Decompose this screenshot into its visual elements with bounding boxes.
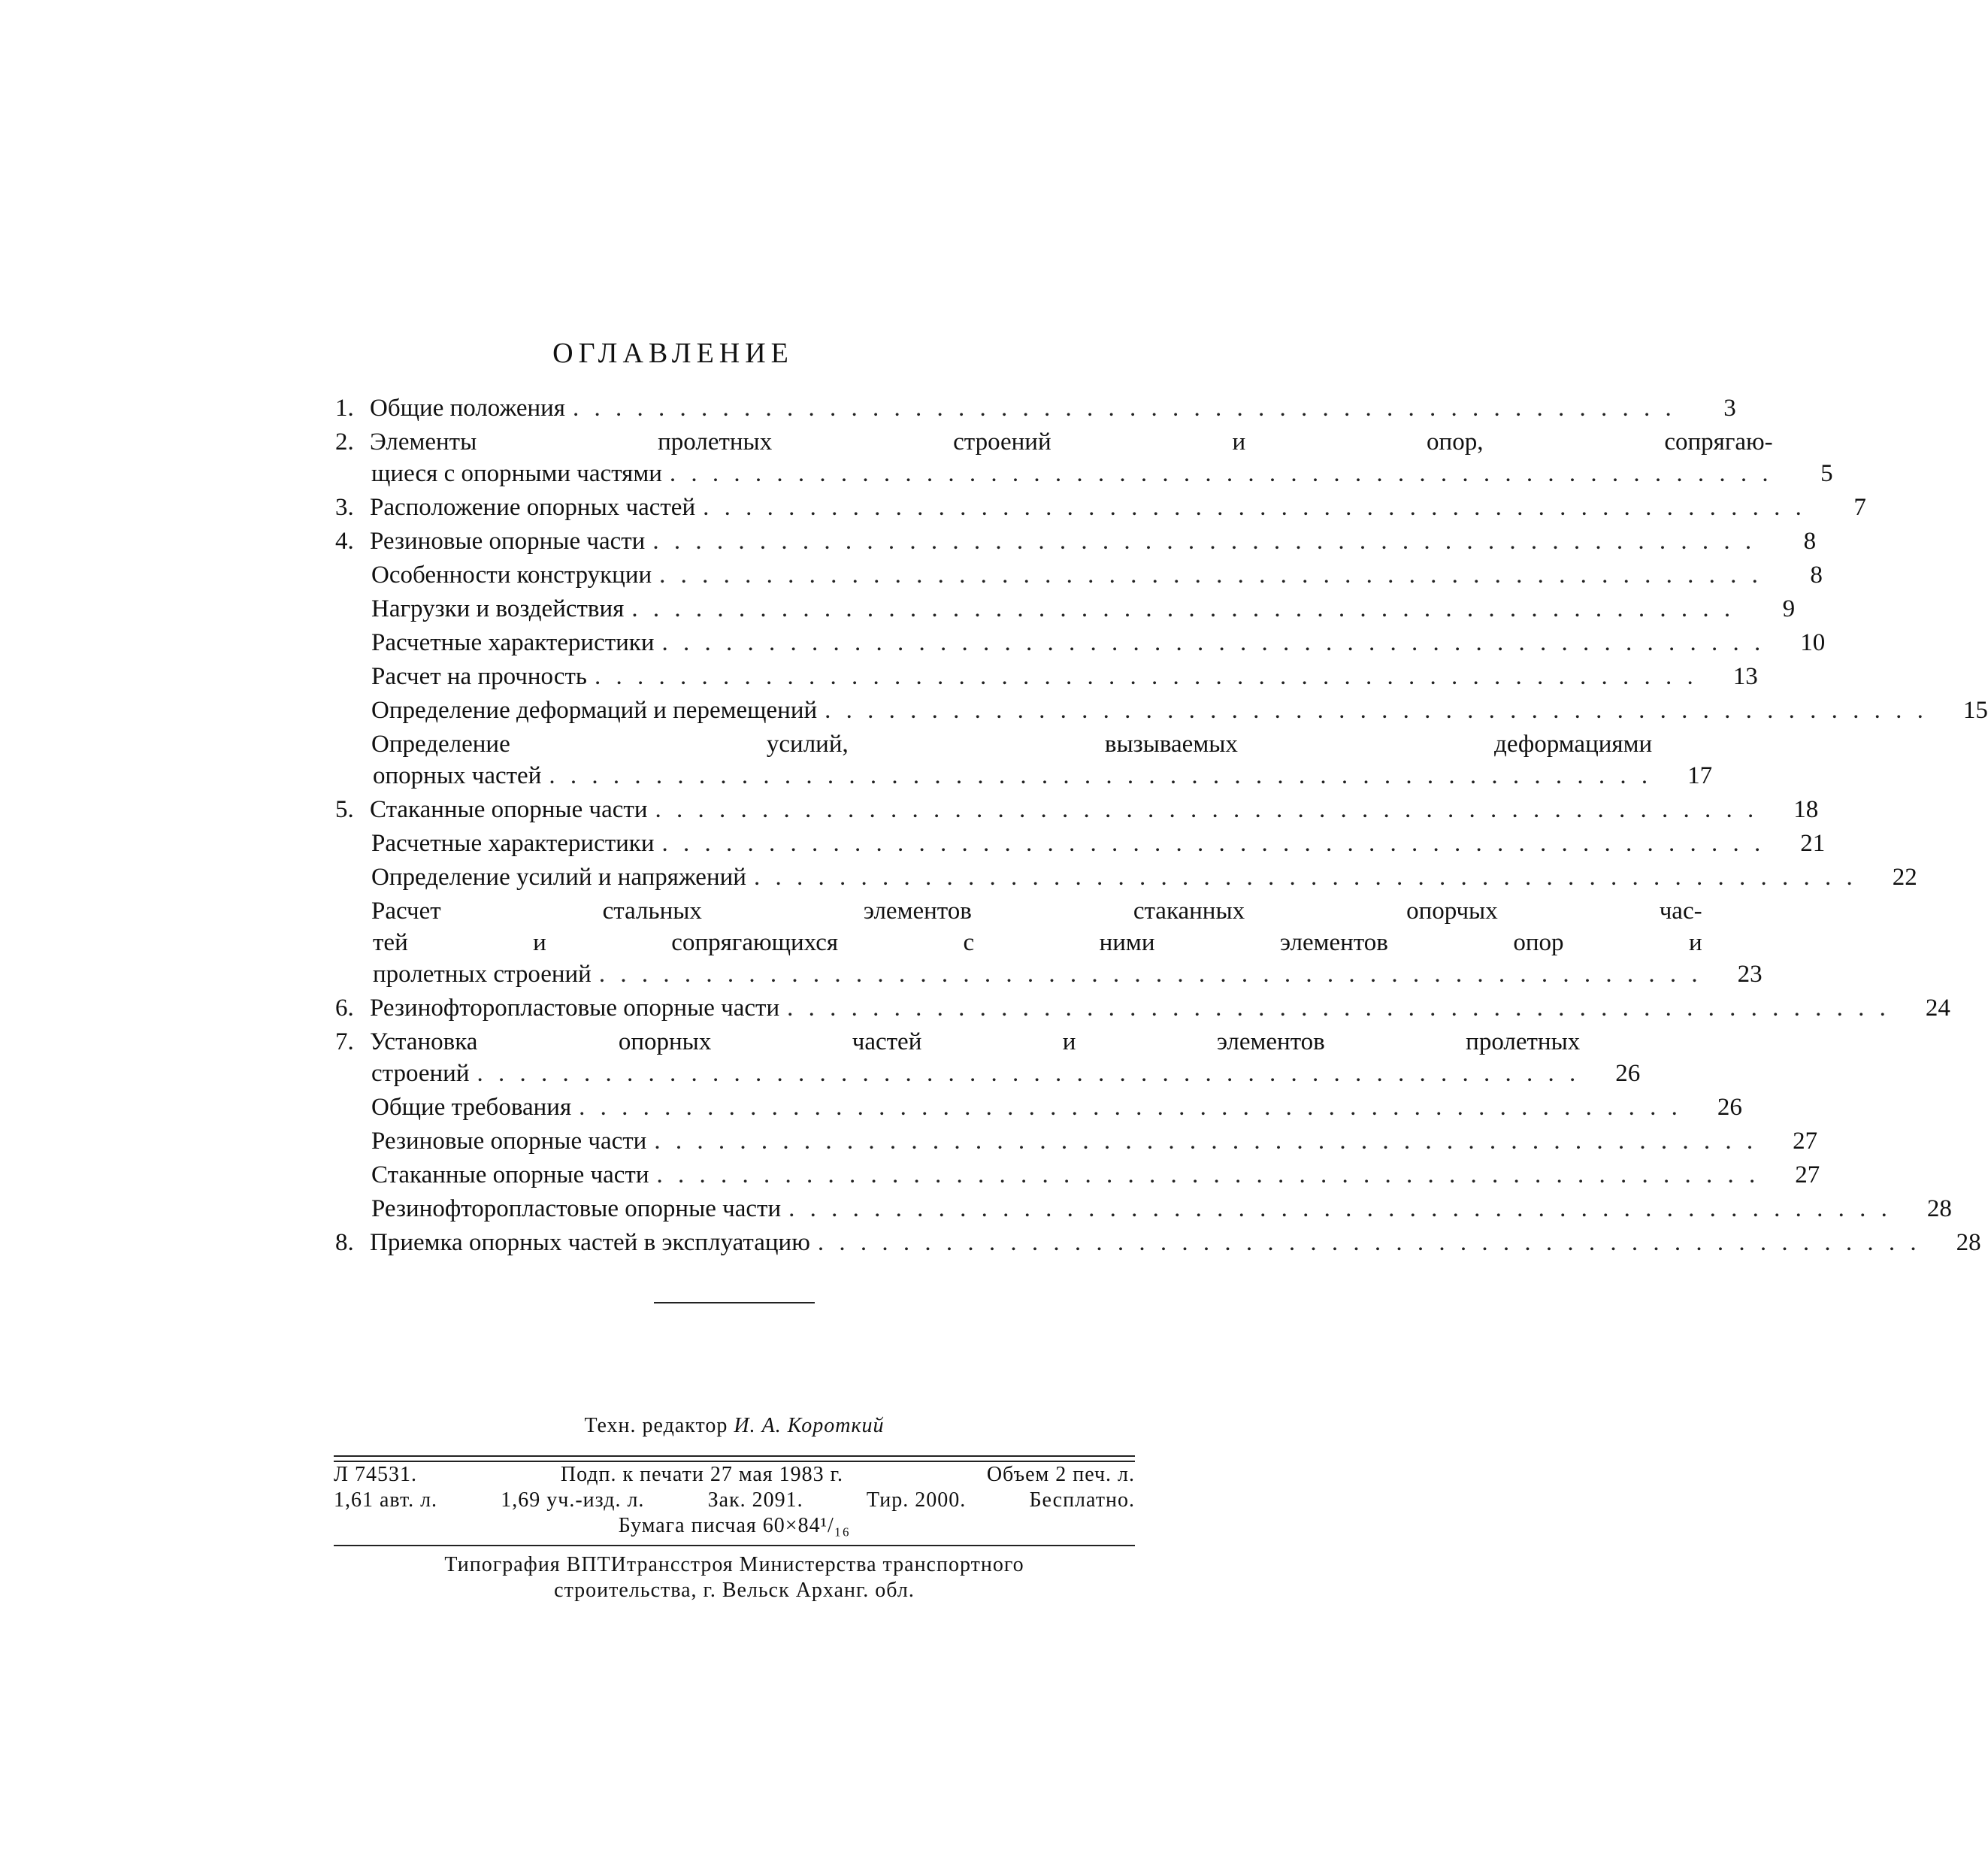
toc-entry: [335, 1091, 1742, 1123]
dot-leader: [541, 760, 1652, 792]
toc-entry-line: Стаканные опорные части: [371, 1161, 649, 1188]
toc-entry-line: Определение усилий и напряжений: [371, 864, 746, 891]
dot-leader: [587, 661, 1698, 692]
toc-page-number: 9: [1782, 595, 1796, 622]
toc-entry-number: [335, 695, 370, 726]
toc-title: ОГЛАВЛЕНИЕ: [552, 338, 794, 369]
dot-leader: [655, 828, 1766, 859]
toc-entry-title: [370, 1091, 1682, 1123]
toc-entry-line: Расчетные характеристики: [371, 830, 655, 857]
toc-page-number: 28: [1956, 1229, 1981, 1256]
toc-page-number: 27: [1793, 1128, 1818, 1155]
editor-label: Техн. редактор: [584, 1414, 728, 1437]
toc-entry-number: 2.: [335, 428, 354, 456]
dot-leader: [746, 861, 1857, 893]
toc-entry: [335, 861, 1917, 893]
dot-leader: [571, 1091, 1682, 1123]
toc-entry-title: [370, 492, 1806, 523]
toc-entry-number: [335, 627, 370, 659]
dot-leader: [781, 1193, 1892, 1225]
toc-entry-line: пролетных строений: [373, 961, 592, 988]
publisher-sheets: 1,69 уч.-изд. л.: [501, 1488, 645, 1512]
toc-entry-line: Резиновые опорные части: [370, 528, 646, 555]
toc-entry: [335, 593, 1796, 625]
toc-entry-number: [335, 559, 370, 591]
toc-entry-line: Приемка опорных частей в эксплуатацию: [370, 1229, 810, 1256]
toc-entry-number: 4.: [335, 528, 354, 555]
toc-entry-line: Общие положения: [370, 395, 565, 422]
toc-entry: [335, 695, 1988, 726]
toc-entry-line: Установка опорных частей и элементов пролетных: [370, 1028, 1581, 1055]
paper-format: Бумага писчая 60×84¹/₁₆: [618, 1514, 851, 1537]
dot-leader: [645, 525, 1756, 557]
editor-name: И. А. Короткий: [734, 1414, 885, 1437]
toc-entry-line: Резинофторопластовые опорные части: [370, 995, 780, 1022]
toc-entry-line: Общие требования: [371, 1094, 572, 1121]
toc-entry-title: [370, 992, 1890, 1024]
toc-entry-title: [370, 861, 1857, 893]
order-number: Зак. 2091.: [707, 1488, 803, 1512]
toc-page-number: 5: [1820, 460, 1833, 487]
toc-entry: [335, 525, 1817, 557]
dot-leader: [662, 458, 1773, 489]
dot-leader: [810, 1227, 1921, 1258]
imprint-block: [334, 1413, 1135, 1603]
license-number: Л 74531.: [334, 1463, 417, 1486]
toc-entry: [335, 895, 1763, 990]
toc-entry: [335, 492, 1866, 523]
dot-leader: [652, 559, 1763, 591]
toc-page-number: 8: [1810, 562, 1823, 589]
toc-page-number: 21: [1800, 830, 1826, 857]
single-rule: [334, 1545, 1135, 1546]
toc-entry-title: [370, 1125, 1757, 1157]
toc-entry: [335, 426, 1833, 489]
toc-entry-number: [335, 728, 370, 792]
toc-page-number: 15: [1962, 697, 1988, 724]
toc-entry-title: [370, 1227, 1921, 1258]
toc-entry-title: [370, 1193, 1892, 1225]
toc-entry-line: Расположение опорных частей: [370, 494, 696, 521]
toc-page-number: 8: [1803, 528, 1817, 555]
toc-entry-line: тей и сопрягающихся с ними элементов опор и: [373, 929, 1702, 956]
toc-entry-title: [370, 895, 1702, 990]
toc-page-number: 24: [1925, 995, 1950, 1022]
toc-entry-number: [335, 1159, 370, 1191]
toc-page-number: 26: [1615, 1060, 1641, 1087]
toc-entry-number: [335, 895, 370, 990]
dot-leader: [565, 392, 1676, 424]
toc-entry-line: Стаканные опорные части: [370, 796, 648, 823]
toc-page-number: 26: [1717, 1094, 1742, 1121]
toc-page-number: 7: [1853, 494, 1866, 521]
toc-entry: [335, 392, 1736, 424]
toc-entry: [335, 661, 1758, 692]
toc-page-number: 23: [1737, 961, 1763, 988]
imprint-row-2: [334, 1488, 1135, 1513]
printer-line-1: Типография ВПТИтрансстроя Министерства транспортного: [444, 1553, 1024, 1576]
toc-page-number: 3: [1723, 395, 1736, 422]
author-sheets: 1,61 авт. л.: [334, 1488, 438, 1512]
toc-entry: [335, 1026, 1641, 1089]
print-volume: Объем 2 печ. л.: [986, 1463, 1135, 1486]
dot-leader: [655, 627, 1766, 659]
toc-entry-line: Определение деформаций и перемещений: [371, 697, 818, 724]
dot-leader: [624, 593, 1735, 625]
toc-entry-title: [370, 627, 1765, 659]
toc-entry: [335, 794, 1819, 825]
toc-entry-title: [370, 828, 1765, 859]
printer-info: [334, 1552, 1135, 1603]
toc-entry-number: [335, 861, 370, 893]
dot-leader: [646, 1125, 1757, 1157]
toc-entry-line: Определение усилий, вызываемых деформациями: [371, 731, 1653, 758]
toc-entry-title: [370, 426, 1773, 489]
toc-entry-number: 8.: [335, 1229, 354, 1256]
dot-leader: [592, 958, 1702, 990]
toc-entry-number: [335, 593, 370, 625]
dot-leader: [470, 1058, 1581, 1089]
toc-entry-line: строений: [371, 1060, 470, 1087]
toc-entry-line: Расчет стальных элементов стаканных опорчых час-: [371, 898, 1702, 925]
toc-entry: [335, 828, 1826, 859]
toc-entry-number: [335, 1193, 370, 1225]
toc-entry-title: [370, 728, 1652, 792]
toc-entry-title: [370, 695, 1928, 726]
toc-entry-number: [335, 1091, 370, 1123]
toc-entry-number: 5.: [335, 796, 354, 823]
toc-entry-number: 7.: [335, 1028, 354, 1055]
toc-entry-line: Особенности конструкции: [371, 562, 652, 589]
dot-leader: [817, 695, 1928, 726]
toc-page-number: 13: [1732, 663, 1758, 690]
price-note: Бесплатно.: [1029, 1488, 1135, 1512]
print-run: Тир. 2000.: [866, 1488, 967, 1512]
toc-entry: [335, 728, 1713, 792]
toc-entry-title: [370, 1159, 1760, 1191]
toc-page-number: 22: [1892, 864, 1917, 891]
toc-entry-number: 6.: [335, 995, 354, 1022]
dot-leader: [647, 794, 1758, 825]
toc-entry-number: [335, 828, 370, 859]
toc-entry-number: [335, 1125, 370, 1157]
dot-leader: [695, 492, 1806, 523]
toc-entry-number: 1.: [335, 395, 354, 422]
signed-to-print: Подп. к печати 27 мая 1983 г.: [560, 1463, 843, 1486]
toc-page-number: 27: [1795, 1161, 1820, 1188]
toc-entry: [335, 1193, 1952, 1225]
toc-entry: [335, 559, 1823, 591]
toc-entry-number: 3.: [335, 494, 354, 521]
toc-entry-line: Элементы пролетных строений и опор, сопрягаю-: [370, 428, 1773, 456]
toc-page-number: 18: [1793, 796, 1819, 823]
toc-entry-line: Резинофторопластовые опорные части: [371, 1195, 782, 1222]
toc-entry: [335, 1227, 1981, 1258]
printer-line-2: строительства, г. Вельск Арханг. обл.: [554, 1579, 915, 1602]
toc-entry-title: [370, 593, 1735, 625]
toc-entry-line: Расчет на прочность: [371, 663, 587, 690]
toc-entry: [335, 627, 1826, 659]
toc-entry-title: [370, 1026, 1580, 1089]
toc-page-number: 28: [1926, 1195, 1952, 1222]
separator-rule: [654, 1302, 815, 1303]
toc-entry-title: [370, 559, 1763, 591]
toc-entry: [335, 1159, 1820, 1191]
toc-entry-line: Нагрузки и воздействия: [371, 595, 625, 622]
toc-entry-line: Резиновые опорные части: [371, 1128, 647, 1155]
tech-editor-line: [334, 1413, 1135, 1439]
toc-entry-line: щиеся с опорными частями: [371, 460, 662, 487]
table-of-contents: [335, 392, 1988, 1261]
toc-entry-title: [370, 392, 1676, 424]
toc-entry-line: опорных частей: [373, 762, 542, 789]
toc-entry-title: [370, 525, 1756, 557]
toc-entry-title: [370, 661, 1698, 692]
toc-entry-number: [335, 661, 370, 692]
toc-page-number: 10: [1800, 629, 1826, 656]
double-rule: [334, 1455, 1135, 1462]
toc-page-number: 17: [1687, 762, 1713, 789]
imprint-row-3: [334, 1513, 1135, 1539]
toc-entry: [335, 992, 1950, 1024]
toc-entry-title: [370, 794, 1758, 825]
dot-leader: [779, 992, 1890, 1024]
toc-entry: [335, 1125, 1818, 1157]
toc-entry-line: Расчетные характеристики: [371, 629, 655, 656]
imprint-row-1: [334, 1462, 1135, 1488]
dot-leader: [649, 1159, 1760, 1191]
